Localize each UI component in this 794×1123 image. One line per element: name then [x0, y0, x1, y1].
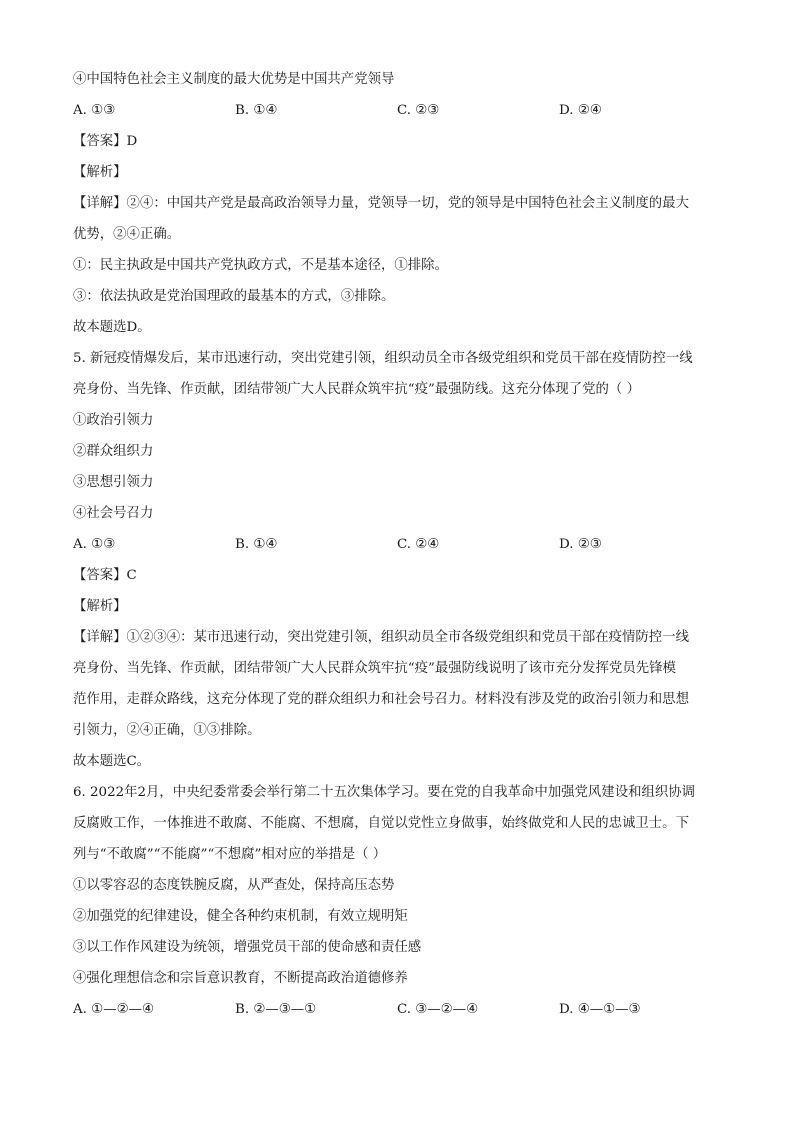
q5-stem-line-2: 亮身份、当先锋、作贡献，团结带领广大人民群众筑牢抗“疫”最强防线。这充分体现了党的（ ）	[73, 382, 640, 397]
q6-option-a: A. ①—②—④	[73, 1002, 154, 1017]
q6-option-c: C. ③—②—④	[397, 1002, 479, 1017]
q5-item-4: ④社会号召力	[73, 506, 154, 521]
q5-detail-line-3: 范作用，走群众路线，这充分体现了党的群众组织力和社会号召力。材料没有涉及党的政治引领力和思想	[73, 692, 689, 707]
q5-stem-line-1: 5. 新冠疫情爆发后，某市迅速行动，突出党建引领，组织动员全市各级党组织和党员干部在疫情防控一线	[73, 351, 693, 366]
q5-detail-line-2: 亮身份、当先锋、作贡献，团结带领广大人民群众筑牢抗“疫”最强防线说明了该市充分发挥党员先锋模	[73, 661, 676, 676]
q6-item-2: ②加强党的纪律建设，健全各种约束机制，有效立规明矩	[73, 909, 408, 924]
q4-options	[73, 95, 723, 126]
q4-option-c: C. ②③	[397, 103, 440, 118]
q4-option-d: D. ②④	[559, 103, 602, 118]
q5-detail-line-4: 引领力，②④正确，①③排除。	[73, 723, 261, 738]
q4-option-b: B. ①④	[235, 103, 278, 118]
q5-option-d: D. ②③	[559, 537, 602, 552]
q4-analysis-heading: 【解析】	[73, 165, 127, 180]
q5-detail-line-1: 【详解】①②③④：某市迅速行动，突出党建引领，组织动员全市各级党组织和党员干部在疫情防控一线	[73, 630, 689, 645]
q4-detail-line-2: 优势，②④正确。	[73, 227, 181, 242]
q6-stem-line-2: 反腐败工作，一体推进不敢腐、不能腐、不想腐，自觉以党性立身做事，始终做党和人民的忠诚卫士。下	[73, 816, 689, 831]
q4-conclusion: 故本题选D。	[73, 320, 151, 335]
q6-options	[73, 994, 723, 1025]
q5-option-a: A. ①③	[73, 537, 116, 552]
q4-option-a: A. ①③	[73, 103, 116, 118]
q5-analysis-heading: 【解析】	[73, 599, 127, 614]
q5-item-2: ②群众组织力	[73, 444, 154, 459]
q5-options	[73, 529, 723, 560]
q5-option-b: B. ①④	[235, 537, 278, 552]
q5-option-c: C. ②④	[397, 537, 440, 552]
q4-detail-line-4: ③：依法执政是党治国理政的最基本的方式，③排除。	[73, 289, 395, 304]
q5-answer: 【答案】C	[73, 568, 137, 583]
q6-item-1: ①以零容忍的态度铁腕反腐，从严查处，保持高压态势	[73, 878, 395, 893]
q4-answer: 【答案】D	[73, 134, 138, 149]
q6-stem-line-1: 6. 2022年2月，中央纪委常委会举行第二十五次集体学习。要在党的自我革命中加强党风建设和组织协调	[73, 785, 696, 800]
q4-item-4: ④中国特色社会主义制度的最大优势是中国共产党领导	[73, 72, 395, 87]
document-page	[73, 64, 723, 1025]
q4-detail-line-1: 【详解】②④：中国共产党是最高政治领导力量，党领导一切，党的领导是中国特色社会主义制度的最大	[73, 196, 689, 211]
q6-item-3: ③以工作作风建设为统领，增强党员干部的使命感和责任感	[73, 940, 422, 955]
q6-item-4: ④强化理想信念和宗旨意识教育，不断提高政治道德修养	[73, 971, 408, 986]
q5-conclusion: 故本题选C。	[73, 754, 151, 769]
q6-option-d: D. ④—①—③	[559, 1002, 641, 1017]
q6-option-b: B. ②—③—①	[235, 1002, 317, 1017]
q4-detail-line-3: ①：民主执政是中国共产党执政方式，不是基本途径，①排除。	[73, 258, 448, 273]
q6-stem-line-3: 列与“不敢腐”“不能腐”“不想腐”相对应的举措是（ ）	[73, 847, 387, 862]
q5-item-1: ①政治引领力	[73, 413, 154, 428]
q5-item-3: ③思想引领力	[73, 475, 154, 490]
